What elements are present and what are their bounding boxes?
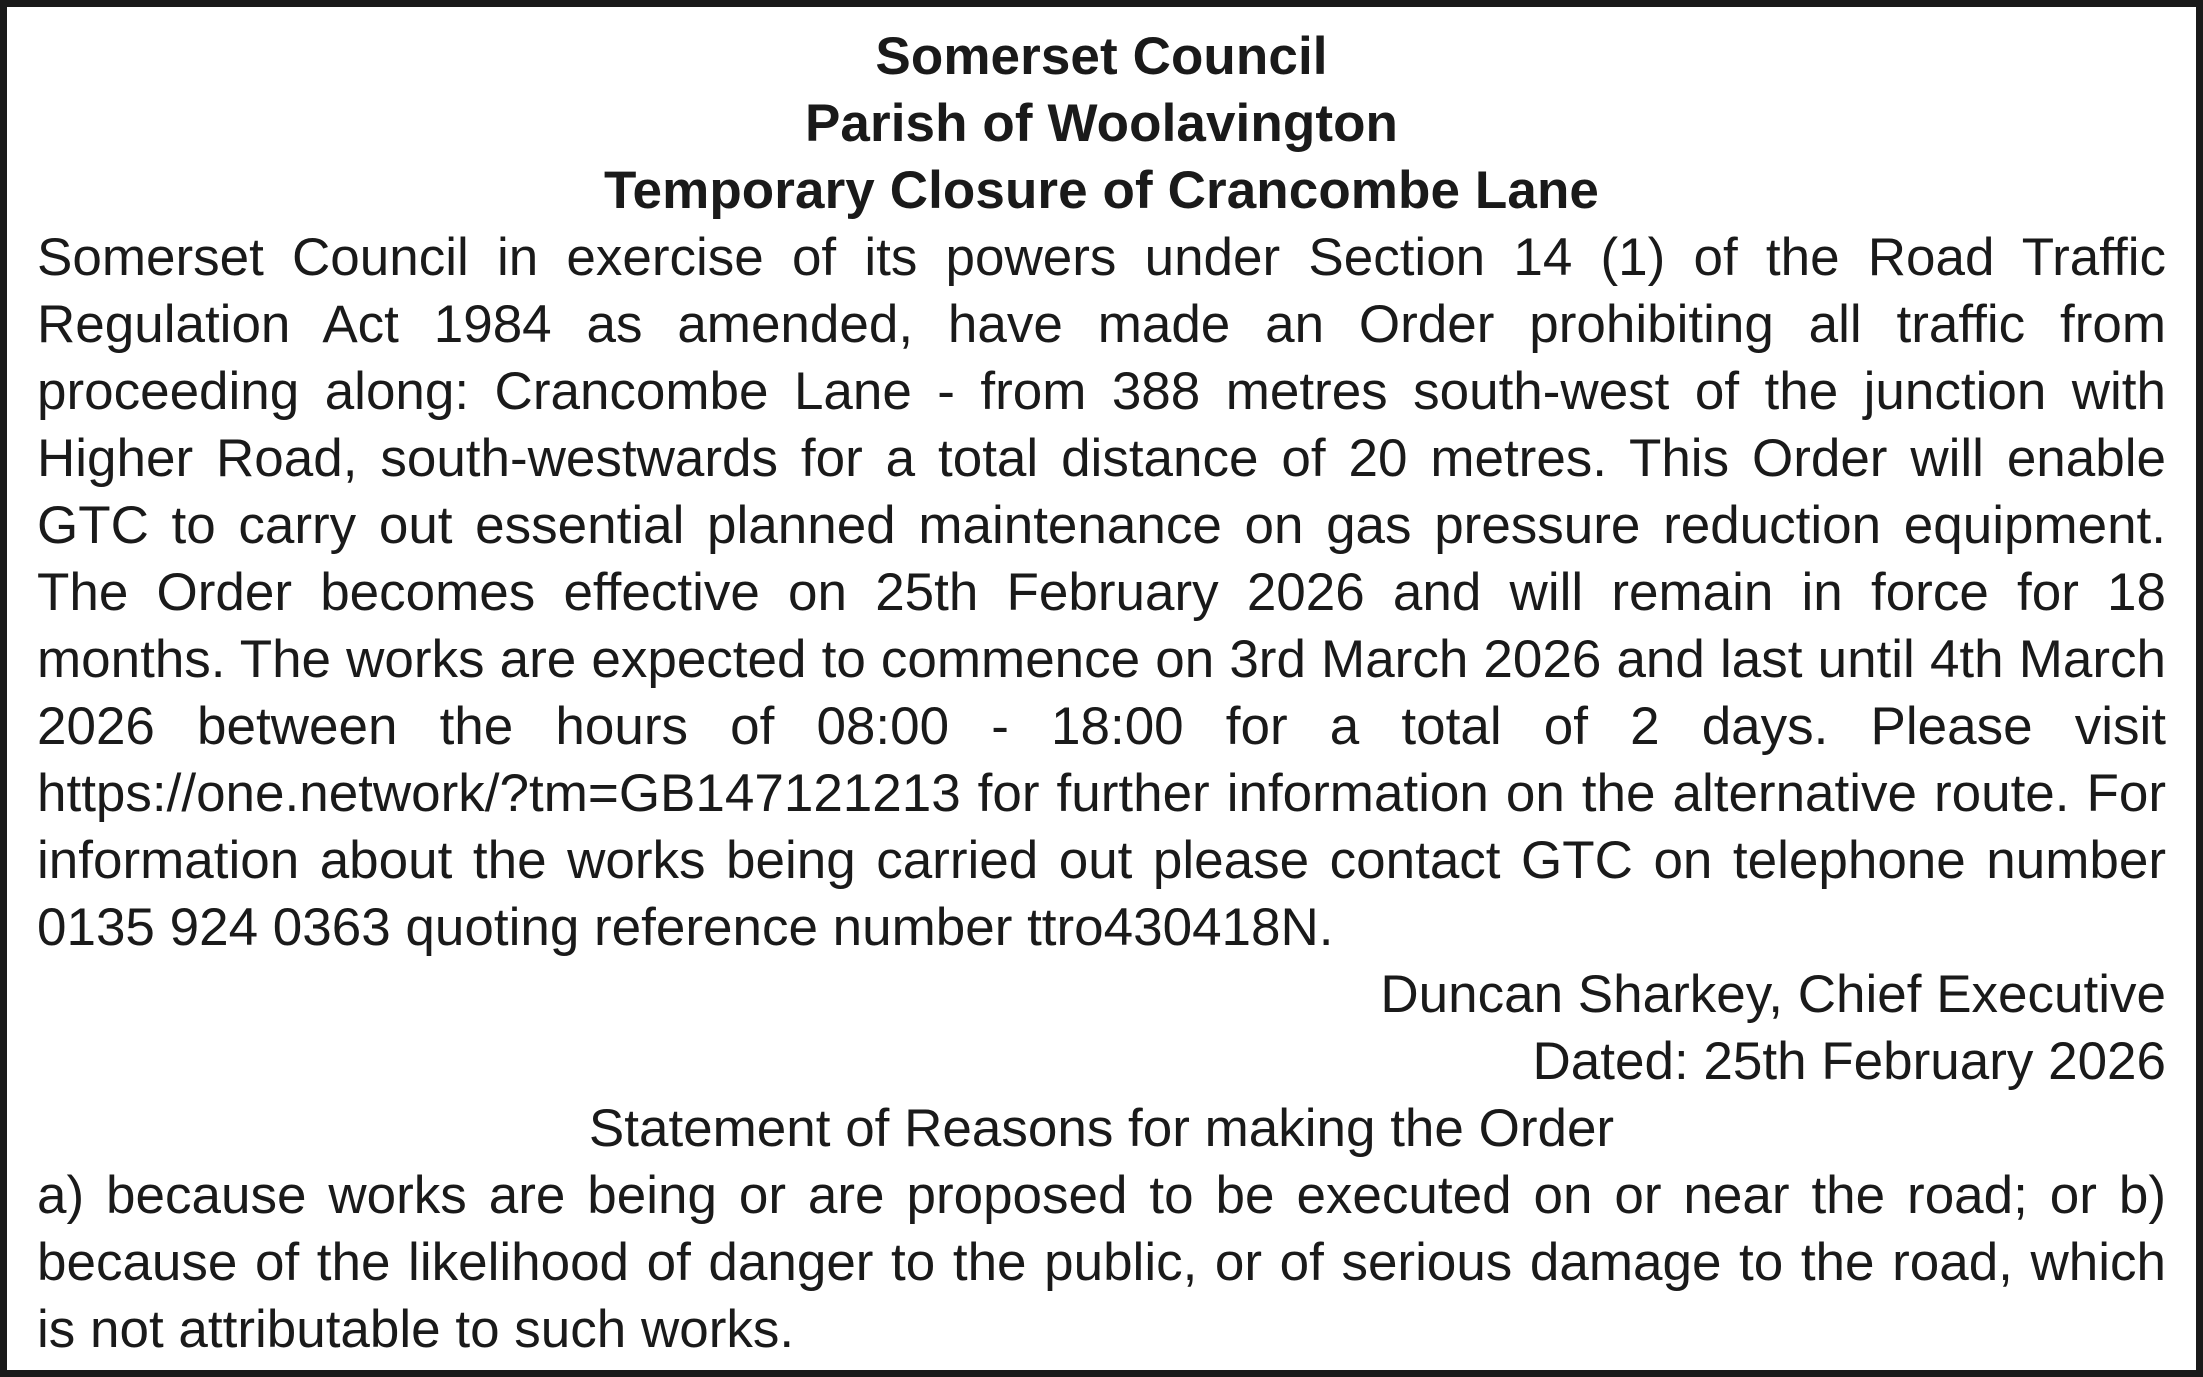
reasons-text: a) because works are being or are proposed to be executed on or near the road; or b) because of the likelihood of danger to the public, or of serious damage to the road, which is not attributable to such works. <box>37 1166 2166 1359</box>
council-name: Somerset Council <box>875 27 1328 86</box>
notice-title: Temporary Closure of Crancombe Lane <box>603 161 1600 220</box>
signatory-name: Duncan Sharkey, Chief Executive <box>1380 965 2166 1024</box>
signature-date: Dated: 25th February 2026 <box>1532 1032 2166 1091</box>
notice-headings <box>37 23 2166 224</box>
parish-name: Parish of Woolavington <box>804 94 1399 153</box>
reasons-title: Statement of Reasons for making the Order <box>588 1099 1615 1158</box>
notice-body: Somerset Council in exercise of its powers under Section 14 (1) of the Road Traffic Regulation Act 1984 as amended, have made an Order prohibiting all traffic from proceeding along: Crancombe Lane - from 388 metres south-west of the junction with Higher Road, south-westwards for a total distance of 20 metres. This Order will enable GTC to carry out essential planned maintenance on gas pressure reduction equipment. The Order becomes effective on 25th February 2026 and will remain in force for 18 months. The works are expected to commence on 3rd March 2026 and last until 4th March 2026 between the hours of 08:00 - 18:00 for a total of 2 days. Please visit https://one.network/?tm=GB147121213 for further information on the alternative route. For information about the works being carried out please contact GTC on telephone number 0135 924 0363 quoting reference number ttro430418N. <box>37 228 2166 957</box>
